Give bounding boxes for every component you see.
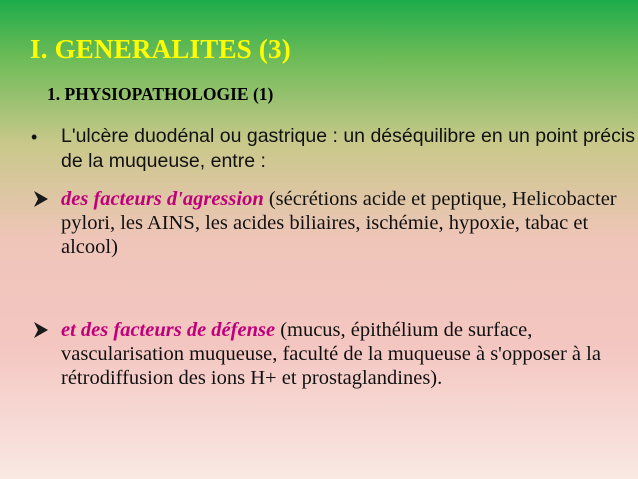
bullet-text: L'ulcère duodénal ou gastrique : un déséquilibre en un point précis de la muqueuse, entre : — [61, 125, 635, 172]
section-subtitle: 1. PHYSIOPATHOLOGIE (1) — [47, 84, 274, 104]
defense-factors-item — [28, 318, 636, 390]
bullet-paragraph — [28, 124, 636, 173]
aggression-factors-detail: (sécrétions acide et peptique, Helicobacter pylori, les AINS, les acides biliaires, ischémie, hypoxie, tabac et alcool) — [61, 188, 617, 258]
defense-factors-highlight: et des facteurs de défense — [61, 319, 276, 341]
aggression-factors-text — [61, 187, 636, 259]
defense-factors-text — [61, 318, 636, 390]
defense-factors-detail: (mucus, épithélium de surface, vascularisation muqueuse, faculté de la muqueuse à s'opposer à la rétrodiffusion des ions H+ et prostaglandines). — [61, 319, 601, 389]
aggression-factors-highlight: des facteurs d'agression — [61, 188, 264, 210]
slide-title: I. GENERALITES (3) — [30, 34, 291, 64]
arrow-bullet-icon — [34, 191, 48, 207]
arrow-bullet-icon — [34, 322, 48, 338]
bullet-marker: • — [31, 127, 38, 147]
aggression-factors-item — [28, 187, 636, 259]
